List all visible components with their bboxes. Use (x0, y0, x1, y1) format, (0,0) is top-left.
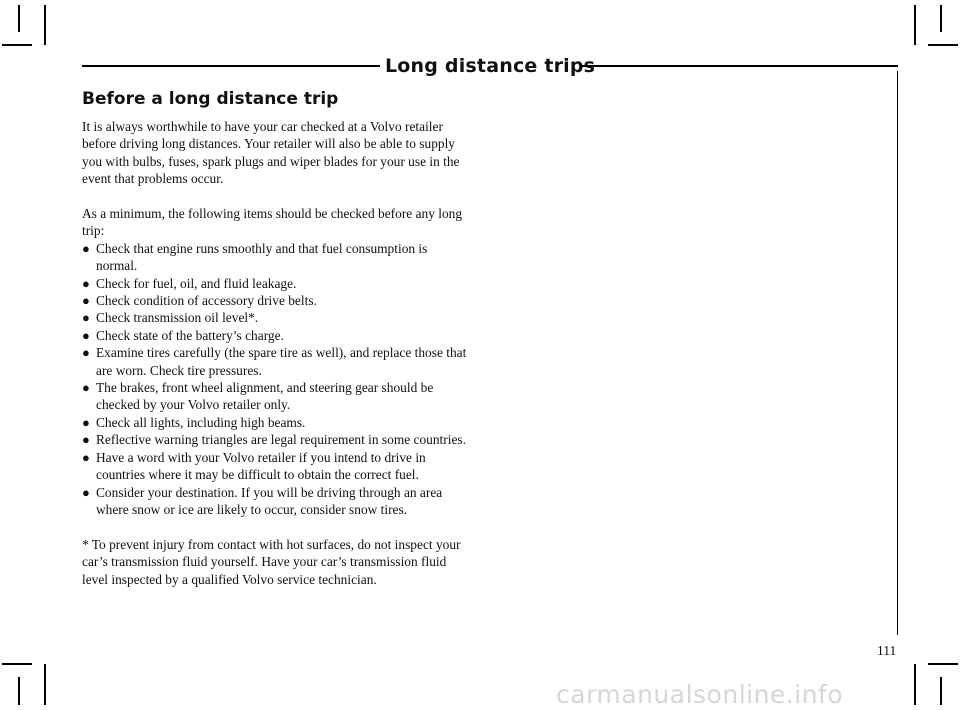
page-number: 111 (877, 643, 897, 658)
right-margin-rule (897, 71, 898, 635)
title-rule-right (580, 65, 898, 67)
list-item: ● Check transmission oil level*. (82, 310, 259, 326)
crop-mark (914, 5, 916, 45)
checklist (82, 240, 467, 519)
list-item: ● Consider your destination. If you will be driving through an area where snow or ice are likely to occur, consider snow tires. (82, 484, 443, 517)
list-item: ● Check all lights, including high beams. (82, 414, 306, 430)
list-item: ● Examine tires carefully (the spare tire as well), and replace those that are worn. Check tire pressures. (82, 345, 467, 378)
bullet-icon: ● (82, 310, 90, 326)
crop-mark (18, 5, 20, 32)
crop-mark (928, 44, 958, 46)
crop-mark (928, 663, 958, 665)
bullet-icon: ● (82, 414, 90, 430)
section-heading: Before a long distance trip (82, 89, 339, 109)
crop-mark (940, 677, 942, 705)
crop-mark (2, 663, 32, 665)
bullet-icon: ● (82, 380, 90, 396)
list-item: ● Check that engine runs smoothly and that fuel consumption is normal. (82, 240, 428, 274)
list-item: ● Reflective warning triangles are legal requirement in some countries. (82, 432, 466, 448)
list-item: ● Check state of the battery’s charge. (82, 327, 284, 343)
crop-mark (914, 664, 916, 705)
bullet-icon: ● (82, 327, 90, 343)
bullet-icon: ● (82, 484, 90, 500)
bullet-icon: ● (82, 275, 90, 291)
crop-mark (940, 5, 942, 32)
list-item: ● Check condition of accessory drive belts. (82, 293, 317, 309)
title-rule-left (82, 65, 380, 67)
bullet-icon: ● (82, 449, 90, 465)
list-item: ● Have a word with your Volvo retailer if you intend to drive in countries where it may be difficult to obtain the correct fuel. (82, 449, 426, 483)
bullet-icon: ● (82, 345, 90, 361)
bullet-icon: ● (82, 293, 90, 309)
bullet-icon: ● (82, 240, 90, 256)
crop-mark (44, 664, 46, 705)
list-item: ● The brakes, front wheel alignment, and steering gear should be checked by your Volvo retailer only. (82, 380, 434, 413)
crop-mark (44, 5, 46, 45)
body-text (82, 118, 467, 588)
crop-mark (18, 677, 20, 705)
page-title: Long distance trips (385, 55, 596, 77)
footnote: * To prevent injury from contact with hot surfaces, do not inspect your car’s transmission fluid yourself. Have your car’s transmission fluid level inspected by a qualified Volvo service technician. (82, 536, 461, 587)
lead-paragraph: As a minimum, the following items should be checked before any long trip: (82, 206, 463, 239)
intro-paragraph: It is always worthwhile to have your car checked at a Volvo retailer before driving long distances. Your retailer will also be able to supply you with bulbs, fuses, spark plugs and wiper blades for your use in the event that problems occur. (82, 119, 460, 187)
crop-mark (2, 44, 32, 46)
watermark: carmanualsonline.info (556, 680, 844, 709)
bullet-icon: ● (82, 432, 90, 448)
list-item: ● Check for fuel, oil, and fluid leakage. (82, 275, 297, 291)
